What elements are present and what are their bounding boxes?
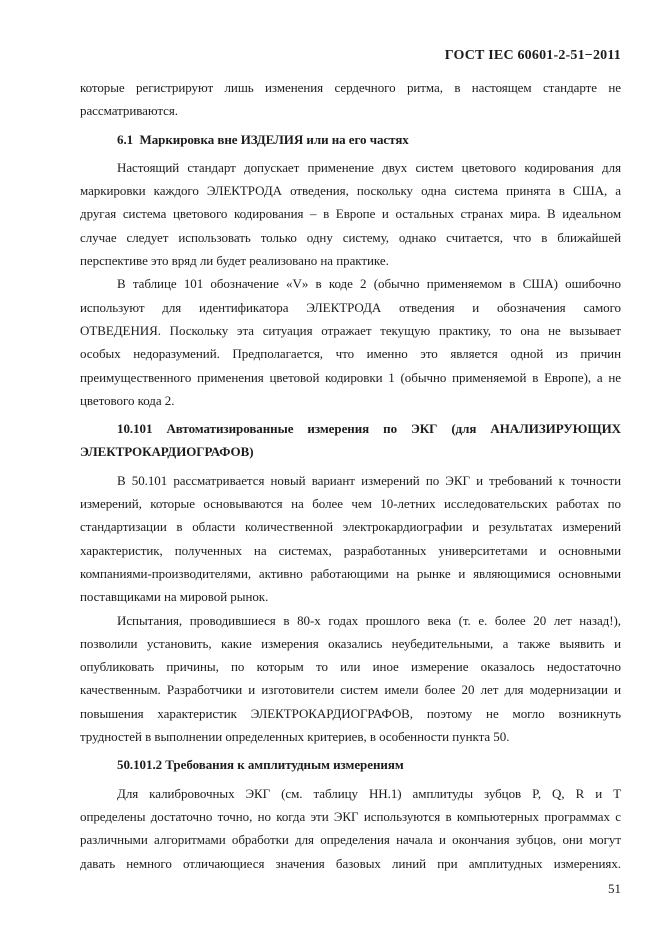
text-line: перспективе это вряд ли будет реализовано на практике. <box>80 253 389 269</box>
document-body <box>80 76 621 875</box>
text-line: компаниями-производителями, активно работающими на рынке и являющимися основными <box>80 565 621 581</box>
text-line: 50.101.2 Требования к амплитудным измерениям <box>117 757 404 773</box>
body-paragraph <box>80 272 621 412</box>
body-paragraph <box>80 76 621 123</box>
text-line: качественным. Разработчики и изготовители систем имели более 20 лет для модернизации и <box>80 682 621 698</box>
text-line: которые регистрируют лишь изменения сердечного ритма, в настоящем стандарте не <box>80 80 621 95</box>
page-header: ГОСТ IEC 60601-2-51−2011 <box>444 48 621 63</box>
text-line: стандартизации в области количественной электрокардиографии и результатах измерений <box>80 519 621 535</box>
text-line: характеристик, полученных на системах, разработанных университетами и основными <box>80 542 621 558</box>
text-line: давать немного отличающиеся значения базовых линий при амплитудных измерениях. <box>80 855 621 871</box>
section-heading <box>80 417 621 464</box>
section-heading <box>80 753 621 776</box>
text-line: поставщиками на мировой рынок. <box>80 589 269 605</box>
text-line: определены достаточно точно, но когда эти ЭКГ используются в компьютерных программах с <box>80 808 621 824</box>
text-line: ОТВЕДЕНИЯ. Поскольку эта ситуация отражает текущую практику, то она не вызывает <box>80 322 621 338</box>
text-line: измерений, которые основываются на более чем 10-летних исследовательских работах по <box>80 496 621 512</box>
text-line: В таблице 101 обозначение «V» в коде 2 (обычно применяемом в США) ошибочно <box>117 276 621 292</box>
text-line: позволили установить, какие измерения оказались неубедительными, а также выявить и <box>80 635 621 651</box>
text-line: цветового кода 2. <box>80 392 175 408</box>
text-line: рассматриваются. <box>80 103 178 119</box>
page-content <box>80 47 621 897</box>
body-paragraph <box>80 782 621 875</box>
text-line: ЭЛЕКТРОКАРДИОГРАФОВ) <box>80 444 254 460</box>
text-line: преимущественного применения цветовой кодировки 1 (обычно применяемой в Европе), а не <box>80 369 621 385</box>
body-paragraph <box>80 609 621 749</box>
text-line: маркировки каждого ЭЛЕКТРОДА отведения, поскольку одна система принята в США, а <box>80 183 621 199</box>
text-line: используют для идентификатора ЭЛЕКТРОДА отведения и обозначения самого <box>80 299 621 315</box>
text-line: В 50.101 рассматривается новый вариант измерений по ЭКГ и требований к точности <box>117 472 621 488</box>
text-line: повышения характеристик ЭЛЕКТРОКАРДИОГРАФОВ, поэтому не могло возникнуть <box>80 705 621 721</box>
text-line: 10.101 Автоматизированные измерения по ЭКГ (для АНАЛИЗИРУЮЩИХ <box>117 421 621 437</box>
text-line: Для калибровочных ЭКГ (см. таблицу HH.1) амплитуды зубцов P, Q, R и T <box>117 785 621 801</box>
section-heading <box>80 128 621 151</box>
text-line: случае следует использовать только одну систему, однако считается, что в ближайшей <box>80 229 621 245</box>
text-line: Испытания, проводившиеся в 80-х годах прошлого века (т. е. более 20 лет назад!), <box>117 612 621 628</box>
text-line: 6.1 Маркировка вне ИЗДЕЛИЯ или на его частях <box>117 131 409 147</box>
page-number: 51 <box>608 880 621 896</box>
text-line: трудностей в выполнении определенных критериев, в особенности пункта 50. <box>80 729 510 745</box>
text-line: Настоящий стандарт допускает применение двух систем цветового кодирования для <box>117 159 621 175</box>
text-line: различными алгоритмами обработки для определения начала и окончания зубцов, они могут <box>80 832 621 848</box>
text-line: особых недоразумений. Предполагается, что именно это является одной из причин <box>80 346 621 362</box>
text-line: опубликовать причины, по которым то или иное измерение оказалось недостаточно <box>80 659 621 675</box>
body-paragraph <box>80 469 621 609</box>
text-line: другая система цветового кодирования – в Европе и остальных странах мира. В идеальном <box>80 206 621 222</box>
body-paragraph <box>80 156 621 272</box>
